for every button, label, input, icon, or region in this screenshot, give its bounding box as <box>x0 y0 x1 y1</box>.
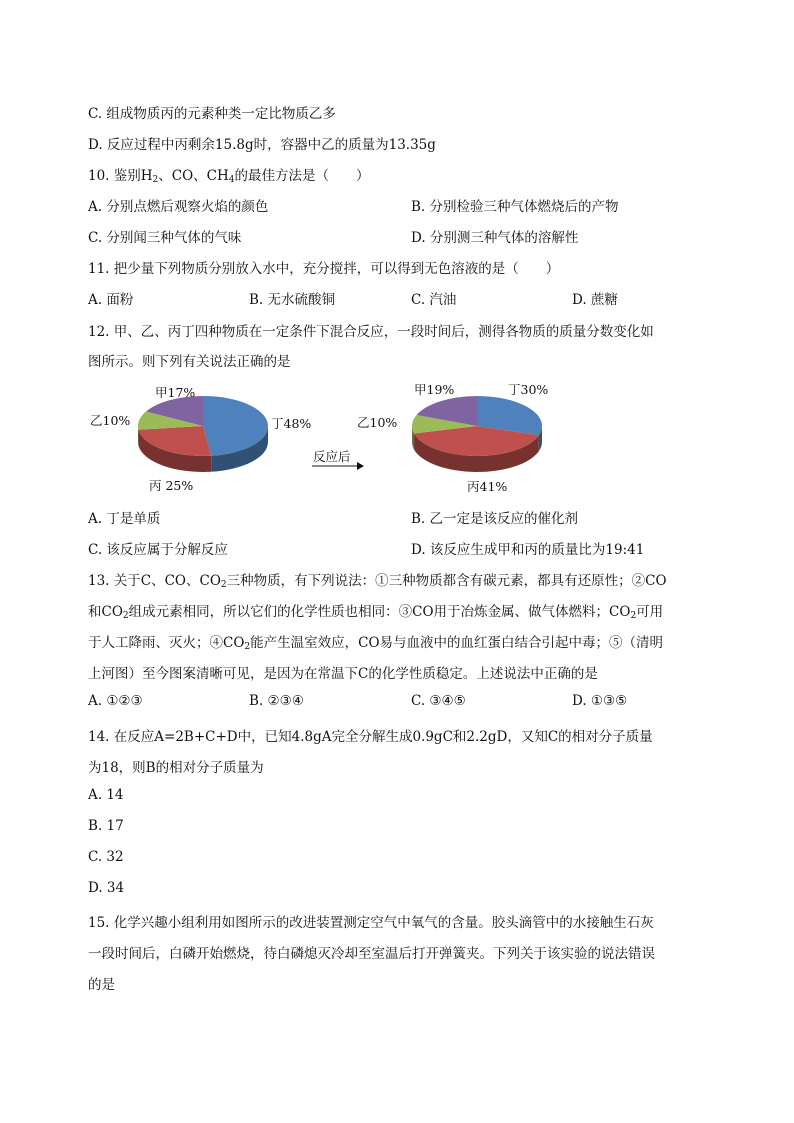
q14-stem-line1: 14. 在反应A=2B+C+D中，已知4.8gA完全分解生成0.9gC和2.2gD，又知C的相对分子质量 <box>88 729 653 745</box>
q11-stem: 11. 把少量下列物质分别放入水中，充分搅拌，可以得到无色溶液的是（ ） <box>88 261 560 277</box>
q13-option-a: A. ①②③ <box>88 693 143 709</box>
q11-option-b: B. 无水硫酸铜 <box>249 292 336 308</box>
q9-option-d: D. 反应过程中丙剩余15.8g时，容器中乙的质量为13.35g <box>88 137 436 153</box>
q14-stem-line2: 为18，则B的相对分子质量为 <box>88 760 264 776</box>
q12-option-a: A. 丁是单质 <box>88 511 161 527</box>
pie-label-丁: 丁30% <box>508 382 549 397</box>
q13-stem-line1: 13. 关于C、CO、$CO_2$三种物质，有下列说法：①三种物质都含有碳元素，都具有还原性；②CO <box>88 573 667 590</box>
q9-option-c: C. 组成物质丙的元素种类一定比物质乙多 <box>88 106 336 122</box>
q14-option-b: B. 17 <box>88 818 124 834</box>
q10-option-a: A. 分别点燃后观察火焰的颜色 <box>88 199 269 215</box>
q12-pie-charts <box>0 370 794 500</box>
pie-chart-after <box>357 382 548 494</box>
q10-option-c: C. 分别闻三种气体的气味 <box>88 230 242 246</box>
reaction-arrow <box>312 449 364 470</box>
q13-option-b: B. ②③④ <box>249 693 304 709</box>
pie-label-丙: 丙41% <box>467 479 508 494</box>
q11-option-a: A. 面粉 <box>88 292 134 308</box>
q13-option-d: D. ①③⑤ <box>572 693 628 709</box>
q12-option-c: C. 该反应属于分解反应 <box>88 542 228 558</box>
q13-stem-line2: 和$CO_2$组成元素相同，所以它们的化学性质也相同：③CO用于冶炼金属、做气体燃料；$CO_2$可用 <box>88 604 664 621</box>
q13-stem-line3: 于人工降雨、灭火；$④CO_2$能产生温室效应，CO易与血液中的血红蛋白结合引起中毒；⑤（清明 <box>88 635 664 652</box>
arrow-label: 反应后 <box>313 449 351 464</box>
q14-option-a: A. 14 <box>88 787 124 803</box>
q15-stem-line2: 一段时间后，白磷开始燃烧，待白磷熄灭冷却至室温后打开弹簧夹。下列关于该实验的说法错误 <box>88 946 655 962</box>
q10-option-d: D. 分别测三种气体的溶解性 <box>411 230 579 246</box>
q12-option-b: B. 乙一定是该反应的催化剂 <box>411 511 579 527</box>
q15-stem-line3: 的是 <box>88 977 115 993</box>
q13-option-c: C. ③④⑤ <box>411 693 466 709</box>
q12-stem-line1: 12. 甲、乙、丙丁四种物质在一定条件下混合反应，一段时间后，测得各物质的质量分数变化如 <box>88 324 654 340</box>
q11-option-d: D. 蔗糖 <box>572 292 618 308</box>
q14-option-d: D. 34 <box>88 880 125 896</box>
pie-label-丁: 丁48% <box>271 416 312 431</box>
q14-option-c: C. 32 <box>88 849 124 865</box>
q10-stem: 10. 鉴别$H_2$、CO、$CH_4$的最佳方法是（ ） <box>88 168 370 185</box>
pie-chart-before <box>90 385 311 493</box>
pie-label-甲: 甲17% <box>155 385 196 400</box>
q12-option-d: D. 该反应生成甲和丙的质量比为19:41 <box>411 542 645 558</box>
pie-label-甲: 甲19% <box>414 382 455 397</box>
q10-option-b: B. 分别检验三种气体燃烧后的产物 <box>411 199 619 215</box>
pie-label-丙: 丙 25% <box>149 478 194 493</box>
q11-option-c: C. 汽油 <box>411 292 457 308</box>
q15-stem-line1: 15. 化学兴趣小组利用如图所示的改进装置测定空气中氧气的含量。胶头滴管中的水接触生石灰 <box>88 915 654 931</box>
pie-label-乙: 乙10% <box>357 415 398 430</box>
q13-stem-line4: 上河图）至今图案清晰可见，是因为在常温下C的化学性质稳定。上述说法中正确的是 <box>88 666 598 682</box>
q12-stem-line2: 图所示。则下列有关说法正确的是 <box>88 354 291 370</box>
pie-label-乙: 乙10% <box>90 413 131 428</box>
